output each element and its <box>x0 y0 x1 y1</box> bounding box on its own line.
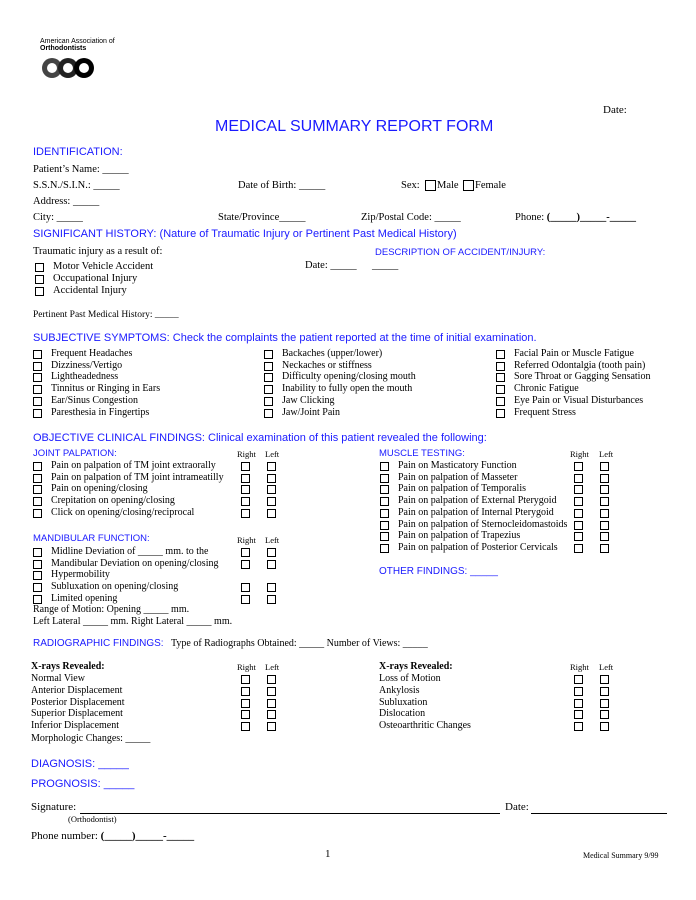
mandibular-checkbox[interactable] <box>33 571 42 580</box>
past-history-field[interactable]: Pertinent Past Medical History: _____ <box>33 310 179 320</box>
phone-area: (_____) <box>546 212 581 223</box>
muscle-left-checkbox[interactable] <box>600 532 609 541</box>
muscle-checkbox[interactable] <box>380 497 389 506</box>
symptom-checkbox[interactable] <box>33 362 42 371</box>
joint-left-checkbox[interactable] <box>267 509 276 518</box>
mandibular-item-label: Midline Deviation of _____ mm. to the <box>51 546 209 557</box>
muscle-item-label: Pain on palpation of External Pterygoid <box>398 495 557 507</box>
phone-number: _____-_____ <box>580 212 637 223</box>
logo-line1: American Association of <box>40 38 115 45</box>
aao-logo-icon <box>40 54 98 82</box>
checkbox-motor-vehicle[interactable] <box>35 263 44 272</box>
symptom-checkbox[interactable] <box>496 373 505 382</box>
joint-item-label: Crepitation on opening/closing <box>51 495 175 507</box>
accident-date-field[interactable]: Date: _____ <box>305 260 357 271</box>
joint-right-checkbox[interactable] <box>241 485 250 494</box>
joint-left-checkbox[interactable] <box>267 462 276 471</box>
signature-date-label: Date: <box>505 801 529 813</box>
symptom-label: Frequent Headaches <box>51 348 133 359</box>
radiograph-types-field[interactable]: Type of Radiographs Obtained: _____ Number of Views: _____ <box>171 638 428 649</box>
muscle-checkbox[interactable] <box>380 509 389 518</box>
symptom-checkbox[interactable] <box>264 409 273 418</box>
xray-right-right-checkbox[interactable] <box>574 722 583 731</box>
symptom-label: Sore Throat or Gagging Sensation <box>514 371 651 383</box>
symptom-label: Jaw/Joint Pain <box>282 406 341 418</box>
phone-number-field[interactable] <box>31 830 194 842</box>
joint-right-checkbox[interactable] <box>241 497 250 506</box>
symptom-checkbox[interactable] <box>264 385 273 394</box>
accident-description-field[interactable]: _____ <box>372 260 399 271</box>
joint-right-checkbox[interactable] <box>241 509 250 518</box>
joint-left-checkbox[interactable] <box>267 474 276 483</box>
mandibular-right-checkbox[interactable] <box>241 583 250 592</box>
symptom-checkbox[interactable] <box>33 373 42 382</box>
symptom-label: Neckaches or stiffness <box>282 359 372 371</box>
xray-right-right-checkbox[interactable] <box>574 687 583 696</box>
symptom-checkbox[interactable] <box>496 409 505 418</box>
xray-right-left-checkbox[interactable] <box>600 710 609 719</box>
mandibular-right-checkbox[interactable] <box>241 548 250 557</box>
muscle-checkbox[interactable] <box>380 532 389 541</box>
symptom-label: Paresthesia in Fingertips <box>51 406 150 418</box>
objective-heading: OBJECTIVE CLINICAL FINDINGS: Clinical examination of this patient revealed the following: <box>33 432 487 444</box>
history-item: Accidental Injury <box>53 285 127 296</box>
symptom-checkbox[interactable] <box>264 397 273 406</box>
muscle-left-checkbox[interactable] <box>600 474 609 483</box>
mandibular-right-label: Right <box>237 535 256 545</box>
mandibular-right-checkbox[interactable] <box>241 560 250 569</box>
history-heading: SIGNIFICANT HISTORY: (Nature of Traumatic Injury or Pertinent Past Medical History) <box>33 228 457 240</box>
joint-heading: JOINT PALPATION: <box>33 448 117 459</box>
xray-left-left-checkbox[interactable] <box>267 722 276 731</box>
logo-line2: Orthodontists <box>40 45 87 52</box>
muscle-item-label: Pain on Masticatory Function <box>398 460 517 471</box>
mandibular-item-label: Subluxation on opening/closing <box>51 581 179 593</box>
muscle-right-checkbox[interactable] <box>574 485 583 494</box>
muscle-item-label: Pain on palpation of Sternocleidomastoids <box>398 518 568 530</box>
xray-right-item-label: Ankylosis <box>379 684 420 696</box>
joint-right-label: Right <box>237 449 256 459</box>
symptom-label: Backaches (upper/lower) <box>282 348 383 359</box>
joint-item-label: Click on opening/closing/reciprocal <box>51 506 195 518</box>
xray-right-left-checkbox[interactable] <box>600 687 609 696</box>
mandibular-left-label: Left <box>265 535 280 545</box>
mandibular-item-label: Limited opening <box>51 592 118 604</box>
mandibular-left-checkbox[interactable] <box>267 560 276 569</box>
symptom-checkbox[interactable] <box>264 362 273 371</box>
phone-label: Phone: <box>515 212 547 223</box>
symptom-label: Chronic Fatigue <box>514 383 579 395</box>
sig-phone-area: (_____) <box>100 830 136 842</box>
mandibular-checkbox[interactable] <box>33 595 42 604</box>
muscle-item-label: Pain on palpation of Temporalis <box>398 483 526 495</box>
symptom-checkbox[interactable] <box>33 385 42 394</box>
signature-sub-label: (Orthodontist) <box>68 814 117 824</box>
xray-left-right-checkbox[interactable] <box>241 710 250 719</box>
symptom-checkbox[interactable] <box>33 350 42 359</box>
xrays-right-right-label: Right <box>570 662 589 672</box>
diagnosis-field[interactable]: DIAGNOSIS: _____ <box>31 758 129 770</box>
joint-item-label: Pain on palpation of TM joint intrameatilly <box>51 471 224 483</box>
description-heading: DESCRIPTION OF ACCIDENT/INJURY: <box>375 247 546 258</box>
symptom-label: Inability to fully open the mouth <box>282 383 413 395</box>
mandibular-item-label: Hypermobility <box>51 569 110 581</box>
history-item: Motor Vehicle Accident <box>53 261 154 272</box>
muscle-left-checkbox[interactable] <box>600 462 609 471</box>
symptom-checkbox[interactable] <box>33 397 42 406</box>
symptom-label: Difficulty opening/closing mouth <box>282 371 416 383</box>
joint-right-checkbox[interactable] <box>241 474 250 483</box>
xray-left-item-label: Superior Displacement <box>31 708 123 720</box>
prognosis-field[interactable]: PROGNOSIS: _____ <box>31 778 135 790</box>
mandibular-heading: MANDIBULAR FUNCTION: <box>33 533 150 544</box>
xrays-right-left-label: Left <box>599 662 614 672</box>
muscle-right-checkbox[interactable] <box>574 462 583 471</box>
identification-heading: IDENTIFICATION: <box>33 146 123 158</box>
patient-name-field[interactable]: Patient’s Name: _____ <box>33 164 129 175</box>
muscle-left-checkbox[interactable] <box>600 509 609 518</box>
symptom-label: Jaw Clicking <box>282 394 335 406</box>
xray-left-left-checkbox[interactable] <box>267 699 276 708</box>
muscle-right-checkbox[interactable] <box>574 521 583 530</box>
sex-label: Sex: <box>401 180 420 191</box>
mandibular-left-checkbox[interactable] <box>267 548 276 557</box>
muscle-checkbox[interactable] <box>380 474 389 483</box>
male-label: Male <box>437 180 459 191</box>
city-field[interactable]: City: _____ <box>33 212 83 223</box>
xray-left-item-label: Normal View <box>31 673 85 684</box>
muscle-right-label: Right <box>570 449 589 459</box>
symptom-label: Tinnitus or Ringing in Ears <box>51 383 161 395</box>
joint-checkbox[interactable] <box>33 509 42 518</box>
mandibular-left-checkbox[interactable] <box>267 595 276 604</box>
symptom-checkbox[interactable] <box>496 362 505 371</box>
xray-right-item-label: Subluxation <box>379 696 428 708</box>
symptom-checkbox[interactable] <box>264 350 273 359</box>
mandibular-checkbox[interactable] <box>33 548 42 557</box>
muscle-right-checkbox[interactable] <box>574 509 583 518</box>
joint-right-checkbox[interactable] <box>241 462 250 471</box>
mandibular-left-checkbox[interactable] <box>267 583 276 592</box>
xray-right-left-checkbox[interactable] <box>600 675 609 684</box>
symptom-label: Ear/Sinus Congestion <box>51 394 138 406</box>
traumatic-label: Traumatic injury as a result of: <box>33 246 163 257</box>
subjective-heading: SUBJECTIVE SYMPTOMS: Check the complaints the patient reported at the time of initial examination. <box>33 332 537 344</box>
sig-phone-rest: _____-_____ <box>135 830 195 842</box>
xray-left-item-label: Posterior Displacement <box>31 696 125 708</box>
signature-date-line[interactable] <box>531 813 667 814</box>
muscle-checkbox[interactable] <box>380 462 389 471</box>
phone-number-label: Phone number: <box>31 830 98 842</box>
joint-item-label: Pain on palpation of TM joint extraorally <box>51 460 216 471</box>
muscle-left-checkbox[interactable] <box>600 497 609 506</box>
joint-item-label: Pain on opening/closing <box>51 483 148 495</box>
joint-checkbox[interactable] <box>33 474 42 483</box>
page-title: MEDICAL SUMMARY REPORT FORM <box>215 118 494 135</box>
dob-field[interactable]: Date of Birth: _____ <box>238 180 326 191</box>
joint-checkbox[interactable] <box>33 497 42 506</box>
xray-left-right-checkbox[interactable] <box>241 699 250 708</box>
xrays-left-left-label: Left <box>265 662 280 672</box>
female-checkbox[interactable] <box>463 180 474 191</box>
state-field[interactable]: State/Province_____ <box>218 212 306 223</box>
muscle-right-checkbox[interactable] <box>574 532 583 541</box>
joint-left-checkbox[interactable] <box>267 497 276 506</box>
mandibular-checkbox[interactable] <box>33 560 42 569</box>
logo-text <box>40 38 115 52</box>
xray-left-item-label: Inferior Displacement <box>31 720 120 732</box>
form-code: Medical Summary 9/99 <box>583 851 659 860</box>
xray-left-right-checkbox[interactable] <box>241 675 250 684</box>
muscle-checkbox[interactable] <box>380 521 389 530</box>
joint-left-checkbox[interactable] <box>267 485 276 494</box>
xrays-right-heading: X-rays Revealed: <box>379 661 453 672</box>
xray-right-right-checkbox[interactable] <box>574 710 583 719</box>
muscle-right-checkbox[interactable] <box>574 474 583 483</box>
signature-line[interactable] <box>80 813 500 814</box>
muscle-checkbox[interactable] <box>380 544 389 553</box>
symptom-label: Referred Odontalgia (tooth pain) <box>514 359 646 371</box>
muscle-heading: MUSCLE TESTING: <box>379 448 465 459</box>
radiographic-heading: RADIOGRAPHIC FINDINGS: <box>33 638 164 649</box>
joint-checkbox[interactable] <box>33 462 42 471</box>
symptom-checkbox[interactable] <box>496 385 505 394</box>
other-findings-field[interactable]: OTHER FINDINGS: _____ <box>379 566 498 577</box>
lateral-field[interactable]: Left Lateral _____ mm. Right Lateral _____ mm. <box>33 616 233 627</box>
xray-left-right-checkbox[interactable] <box>241 722 250 731</box>
checkbox-accidental[interactable] <box>35 287 44 296</box>
symptom-checkbox[interactable] <box>496 350 505 359</box>
muscle-right-checkbox[interactable] <box>574 497 583 506</box>
phone-field[interactable] <box>515 212 636 223</box>
muscle-item-label: Pain on palpation of Posterior Cervicals <box>398 541 558 553</box>
mandibular-right-checkbox[interactable] <box>241 595 250 604</box>
xray-left-left-checkbox[interactable] <box>267 710 276 719</box>
joint-left-label: Left <box>265 449 280 459</box>
page-number: 1 <box>325 848 331 860</box>
history-item: Occupational Injury <box>53 273 138 284</box>
xrays-left-heading: X-rays Revealed: <box>31 661 105 672</box>
symptom-label: Dizziness/Vertigo <box>51 359 123 371</box>
muscle-left-checkbox[interactable] <box>600 544 609 553</box>
checkbox-occupational[interactable] <box>35 275 44 284</box>
symptom-checkbox[interactable] <box>33 409 42 418</box>
xrays-left-right-label: Right <box>237 662 256 672</box>
address-field[interactable]: Address: _____ <box>33 196 100 207</box>
symptom-label: Eye Pain or Visual Disturbances <box>514 394 644 406</box>
xray-left-right-checkbox[interactable] <box>241 687 250 696</box>
muscle-item-label: Pain on palpation of Internal Pterygoid <box>398 506 554 518</box>
joint-checkbox[interactable] <box>33 485 42 494</box>
ssn-field[interactable]: S.S.N./S.I.N.: _____ <box>33 180 120 191</box>
muscle-right-checkbox[interactable] <box>574 544 583 553</box>
symptom-label: Lightheadedness <box>51 371 119 383</box>
xray-left-left-checkbox[interactable] <box>267 675 276 684</box>
morphologic-changes-field[interactable]: Morphologic Changes: _____ <box>31 733 151 744</box>
muscle-item-label: Pain on palpation of Masseter <box>398 471 518 483</box>
symptom-checkbox[interactable] <box>264 373 273 382</box>
zip-field[interactable]: Zip/Postal Code: _____ <box>361 212 461 223</box>
male-checkbox[interactable] <box>425 180 436 191</box>
xray-right-item-label: Loss of Motion <box>379 673 441 684</box>
symptom-label: Frequent Stress <box>514 406 576 418</box>
muscle-left-checkbox[interactable] <box>600 485 609 494</box>
signature-label: Signature: <box>31 801 77 813</box>
range-of-motion-field[interactable]: Range of Motion: Opening _____ mm. <box>33 604 190 615</box>
xray-right-item-label: Osteoarthritic Changes <box>379 720 471 732</box>
symptom-label: Facial Pain or Muscle Fatigue <box>514 348 634 359</box>
xray-right-left-checkbox[interactable] <box>600 699 609 708</box>
muscle-left-label: Left <box>599 449 614 459</box>
xray-right-right-checkbox[interactable] <box>574 699 583 708</box>
xray-left-item-label: Anterior Displacement <box>31 684 123 696</box>
muscle-item-label: Pain on palpation of Trapezius <box>398 530 521 542</box>
symptom-checkbox[interactable] <box>496 397 505 406</box>
mandibular-checkbox[interactable] <box>33 583 42 592</box>
female-label: Female <box>475 180 506 191</box>
xray-left-left-checkbox[interactable] <box>267 687 276 696</box>
xray-right-right-checkbox[interactable] <box>574 675 583 684</box>
muscle-left-checkbox[interactable] <box>600 521 609 530</box>
muscle-checkbox[interactable] <box>380 485 389 494</box>
header-date-label: Date: <box>603 104 627 116</box>
mandibular-item-label: Mandibular Deviation on opening/closing <box>51 557 219 569</box>
xray-right-item-label: Dislocation <box>379 708 426 720</box>
xray-right-left-checkbox[interactable] <box>600 722 609 731</box>
